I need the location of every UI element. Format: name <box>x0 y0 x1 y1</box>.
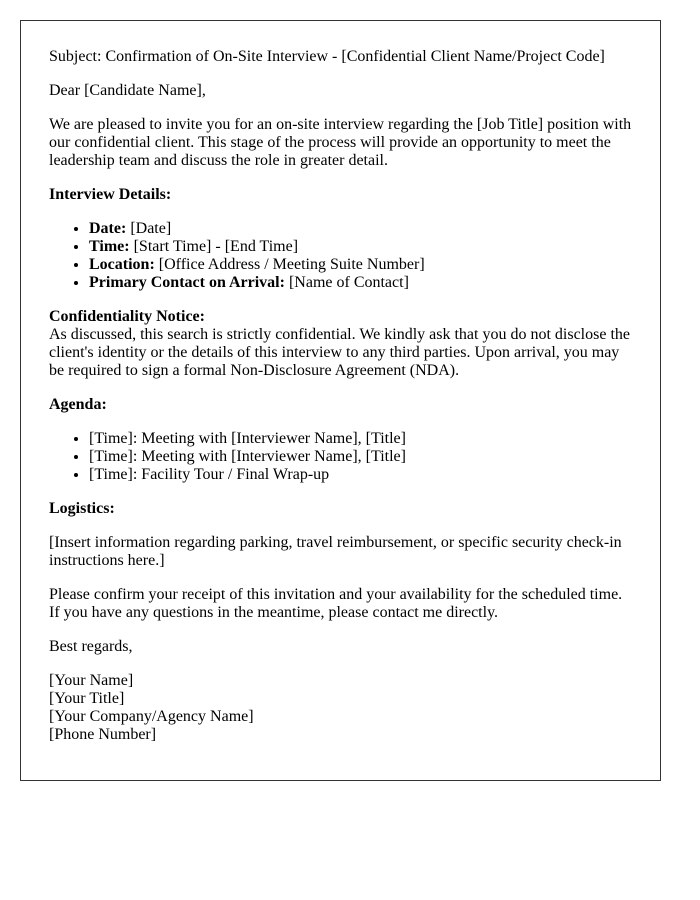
signature-name: [Your Name] <box>49 672 134 689</box>
detail-value: [Start Time] - [End Time] <box>129 238 299 255</box>
signature-company: [Your Company/Agency Name] <box>49 708 254 725</box>
confidentiality-text: As discussed, this search is strictly confidential. We kindly ask that you do not disclose the client's identity or the details of this interview to any third parties. Upon arrival, you may be required to sign a formal Non-Disclosure Agreement (NDA). <box>49 326 630 379</box>
detail-date <box>89 220 632 238</box>
detail-value: [Date] <box>126 220 172 237</box>
agenda-item: • [Time]: Facility Tour / Final Wrap-up <box>89 466 632 484</box>
agenda-list <box>49 430 632 484</box>
detail-value: [Office Address / Meeting Suite Number] <box>154 256 425 273</box>
signature-phone: [Phone Number] <box>49 726 157 743</box>
detail-label: Date: <box>89 220 127 237</box>
details-heading: Interview Details: <box>49 186 172 203</box>
closing-paragraph: Please confirm your receipt of this invitation and your availability for the scheduled time. If you have any questions in the meantime, please contact me directly. <box>49 586 623 621</box>
confidentiality-section <box>49 308 632 380</box>
detail-label: Primary Contact on Arrival: <box>89 274 285 291</box>
detail-location <box>89 256 632 274</box>
detail-contact <box>89 274 632 292</box>
confidentiality-heading: Confidentiality Notice: <box>49 308 205 325</box>
detail-label: Location: <box>89 256 155 273</box>
intro-paragraph: We are pleased to invite you for an on-site interview regarding the [Job Title] position with our confidential client. This stage of the process will provide an opportunity to meet the leadership team and discuss the role in greater detail. <box>49 116 632 169</box>
signature-block <box>49 672 632 744</box>
signoff: Best regards, <box>49 638 133 655</box>
detail-time <box>89 238 632 256</box>
logistics-text: [Insert information regarding parking, travel reimbursement, or specific security check-in instructions here.] <box>49 534 622 569</box>
agenda-item: • [Time]: Meeting with [Interviewer Name], [Title] <box>89 448 632 466</box>
signature-title: [Your Title] <box>49 690 125 707</box>
detail-value: [Name of Contact] <box>284 274 409 291</box>
subject-line: Subject: Confirmation of On-Site Interview - [Confidential Client Name/Project Code] <box>49 48 605 65</box>
detail-label: Time: <box>89 238 130 255</box>
details-list <box>49 220 632 292</box>
letter <box>20 20 661 781</box>
agenda-heading: Agenda: <box>49 396 107 413</box>
logistics-heading: Logistics: <box>49 500 115 517</box>
agenda-item: • [Time]: Meeting with [Interviewer Name], [Title] <box>89 430 632 448</box>
greeting: Dear [Candidate Name], <box>49 82 206 99</box>
